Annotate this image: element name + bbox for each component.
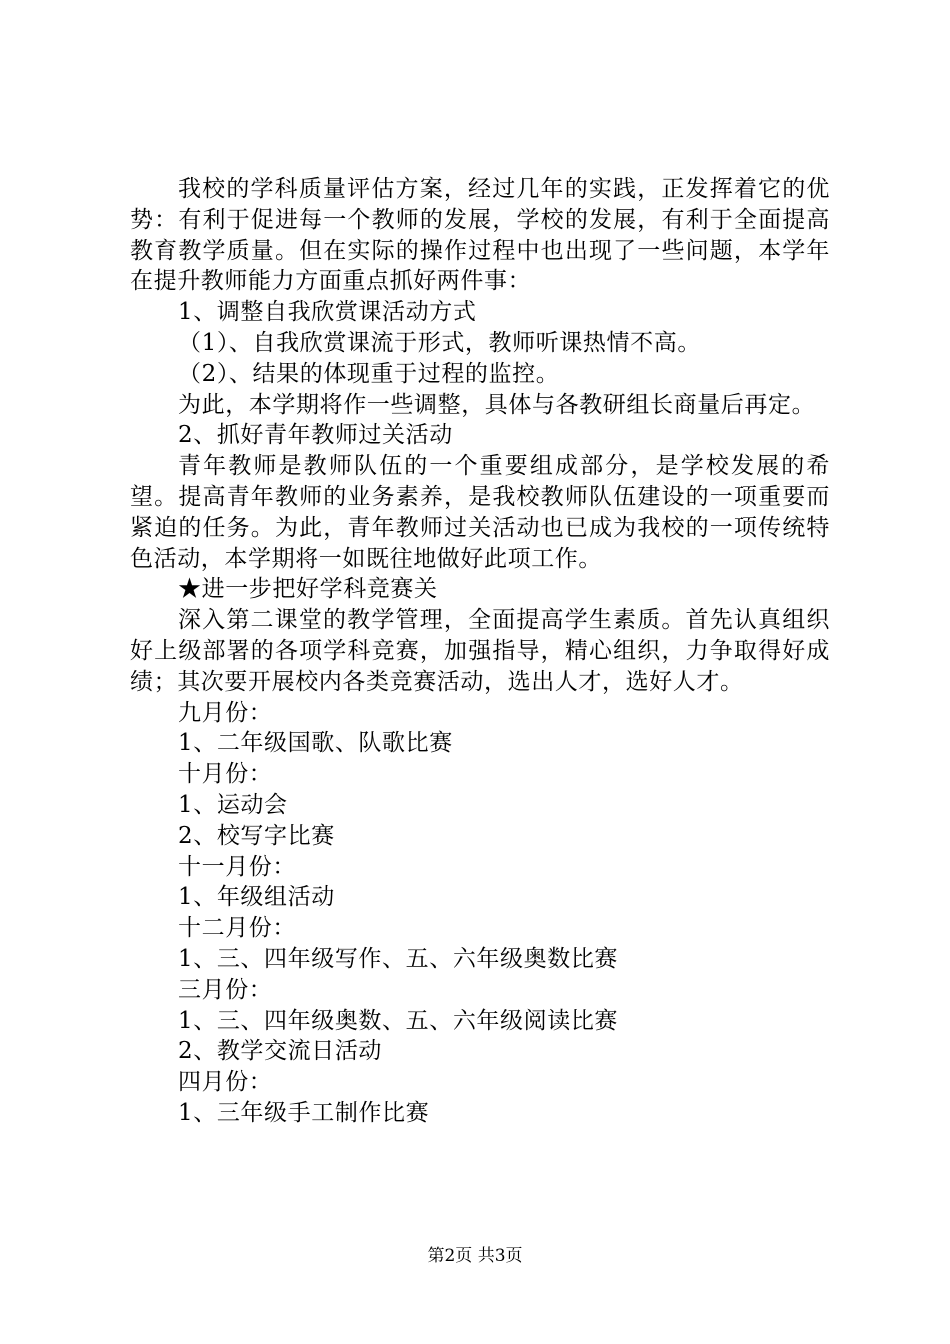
document-body <box>130 174 830 1129</box>
list-item: 1、运动会 <box>178 791 288 818</box>
list-item: 1、三、四年级奥数、五、六年级阅读比赛 <box>178 1007 619 1034</box>
section-heading-competition: ★进一步把好学科竞赛关 <box>178 576 438 603</box>
sub-item-1: （1）、自我欣赏课流于形式，教师听课热情不高。 <box>178 329 701 356</box>
paragraph-young-teachers: 青年教师是教师队伍的一个重要组成部分，是学校发展的希望。提高青年教师的业务素养，是我校教师队伍建设的一项重要而紧迫的任务。为此，青年教师过关活动也已成为我校的一项传统特色活动，本学期将一如既往地做好此项工作。 <box>130 453 830 572</box>
paragraph-adjustment: 为此，本学期将作一些调整，具体与各教研组长商量后再定。 <box>178 391 816 418</box>
sub-item-2: （2）、结果的体现重于过程的监控。 <box>178 360 560 387</box>
paragraph-competition: 深入第二课堂的教学管理，全面提高学生素质。首先认真组织好上级部署的各项学科竞赛，加强指导，精心组织，力争取得好成绩；其次要开展校内各类竞赛活动，选出人才，选好人才。 <box>130 607 830 695</box>
month-september: 九月份： <box>178 699 273 726</box>
month-march: 三月份： <box>178 976 273 1003</box>
item-heading-2: 2、抓好青年教师过关活动 <box>178 422 453 449</box>
list-item: 2、教学交流日活动 <box>178 1038 383 1065</box>
list-item: 2、校写字比赛 <box>178 822 335 849</box>
item-heading-1: 1、调整自我欣赏课活动方式 <box>178 299 477 326</box>
page-number-footer: 第2页 共3页 <box>427 1246 523 1266</box>
month-april: 四月份： <box>178 1069 273 1096</box>
list-item: 1、三、四年级写作、五、六年级奥数比赛 <box>178 945 619 972</box>
month-october: 十月份： <box>178 761 273 788</box>
month-november: 十一月份： <box>178 853 296 880</box>
list-item: 1、二年级国歌、队歌比赛 <box>178 730 453 757</box>
list-item: 1、年级组活动 <box>178 884 335 911</box>
list-item: 1、三年级手工制作比赛 <box>178 1099 430 1126</box>
month-december: 十二月份： <box>178 915 296 942</box>
paragraph-intro: 我校的学科质量评估方案，经过几年的实践，正发挥着它的优势：有利于促进每一个教师的发展，学校的发展，有利于全面提高教育教学质量。但在实际的操作过程中也出现了一些问题，本学年在提升教师能力方面重点抓好两件事： <box>130 176 830 295</box>
